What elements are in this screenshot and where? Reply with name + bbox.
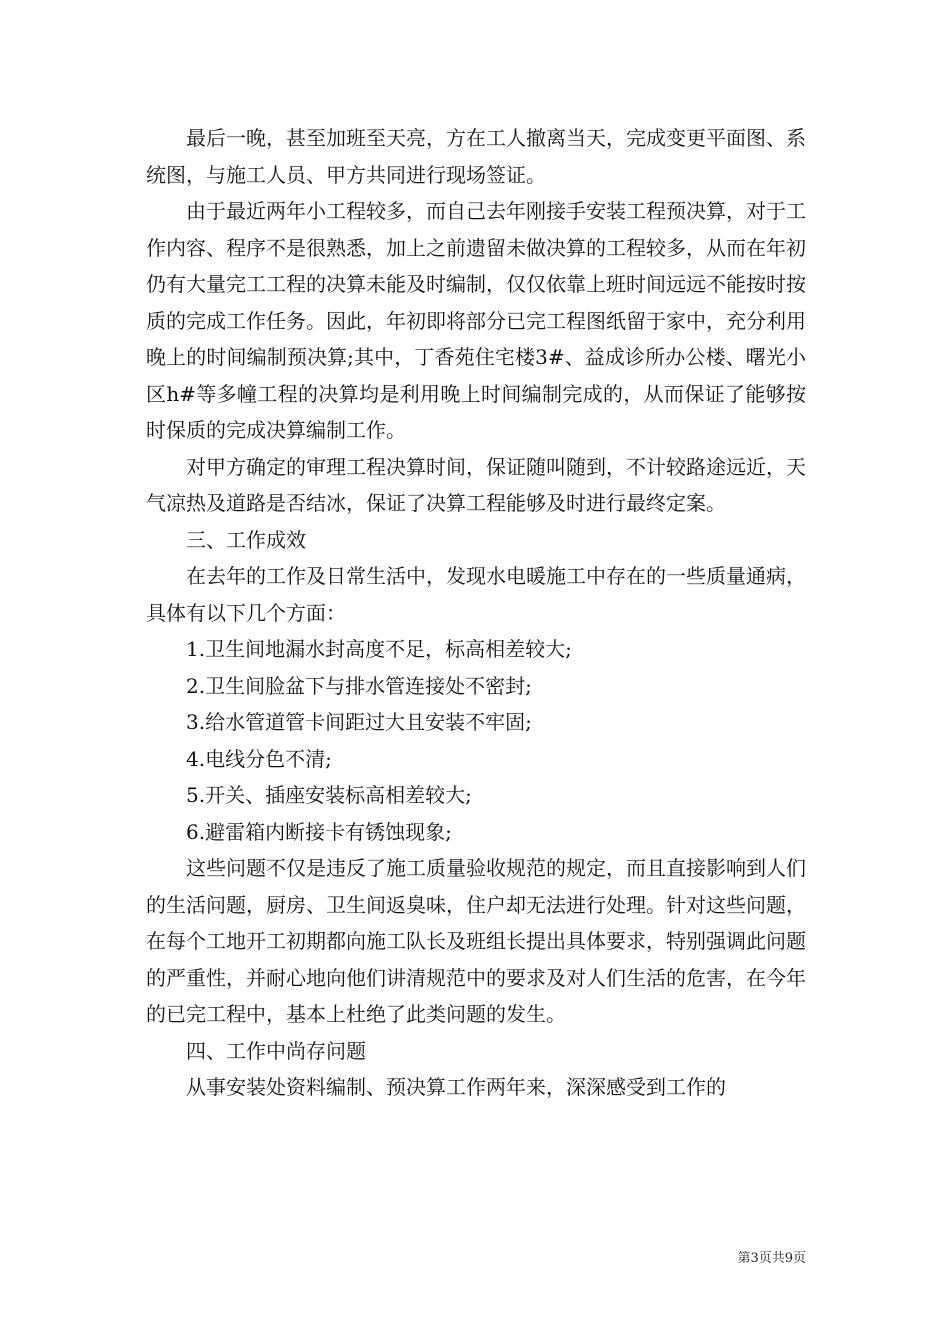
section-heading: 三、工作成效 (186, 527, 306, 552)
list-item: 3.给水管道管卡间距过大且安装不牢固; (186, 710, 532, 734)
section-heading: 四、工作中尚存问题 (186, 1038, 366, 1063)
paragraph: 由于最近两年小工程较多，而自己去年刚接手安装工程预决算，对于工作内容、程序不是很熟悉，加上之前遗留未做决算的工程较多，从而在年初仍有大量完工工程的决算未能及时编制，仅仅依靠上班时间远远不能按时按质的完成工作任务。因此，年初即将部分已完工程图纸留于家中，充分利用晚上的时间编制预决算;其中，丁香苑住宅楼3#、益成诊所办公楼、曙光小区h#等多幢工程的决算均是利用晚上时间编制完成的，从而保证了能够按时保质的完成决算编制工作。 (146, 199, 806, 442)
list-item: 5.开关、插座安装标高相差较大; (186, 783, 472, 807)
paragraph: 最后一晚，甚至加班至天亮，方在工人撤离当天，完成变更平面图、系统图，与施工人员、甲方共同进行现场签证。 (146, 126, 806, 187)
page-number: 第3页共9页 (737, 1251, 806, 1266)
list-item: 4.电线分色不清; (186, 746, 332, 771)
list-item: 6.避雷箱内断接卡有锈蚀现象; (186, 819, 452, 844)
paragraph: 对甲方确定的审理工程决算时间，保证随叫随到，不计较路途远近，天气凉热及道路是否结冰，保证了决算工程能够及时进行最终定案。 (146, 454, 806, 515)
list-item: 1.卫生间地漏水封高度不足，标高相差较大; (186, 637, 572, 661)
paragraph: 从事安装处资料编制、预决算工作两年来，深深感受到工作的 (186, 1075, 726, 1099)
document-body (146, 120, 806, 1106)
list-item: 2.卫生间脸盆下与排水管连接处不密封; (186, 673, 532, 698)
paragraph: 在去年的工作及日常生活中，发现水电暖施工中存在的一些质量通病，具体有以下几个方面： (146, 564, 806, 625)
paragraph: 这些问题不仅是违反了施工质量验收规范的规定，而且直接影响到人们的生活问题，厨房、卫生间返臭味，住户却无法进行处理。针对这些问题，在每个工地开工初期都向施工队长及班组长提出具体要求，特别强调此问题的严重性，并耐心地向他们讲清规范中的要求及对人们生活的危害，在今年的已完工程中，基本上杜绝了此类问题的发生。 (146, 856, 806, 1026)
